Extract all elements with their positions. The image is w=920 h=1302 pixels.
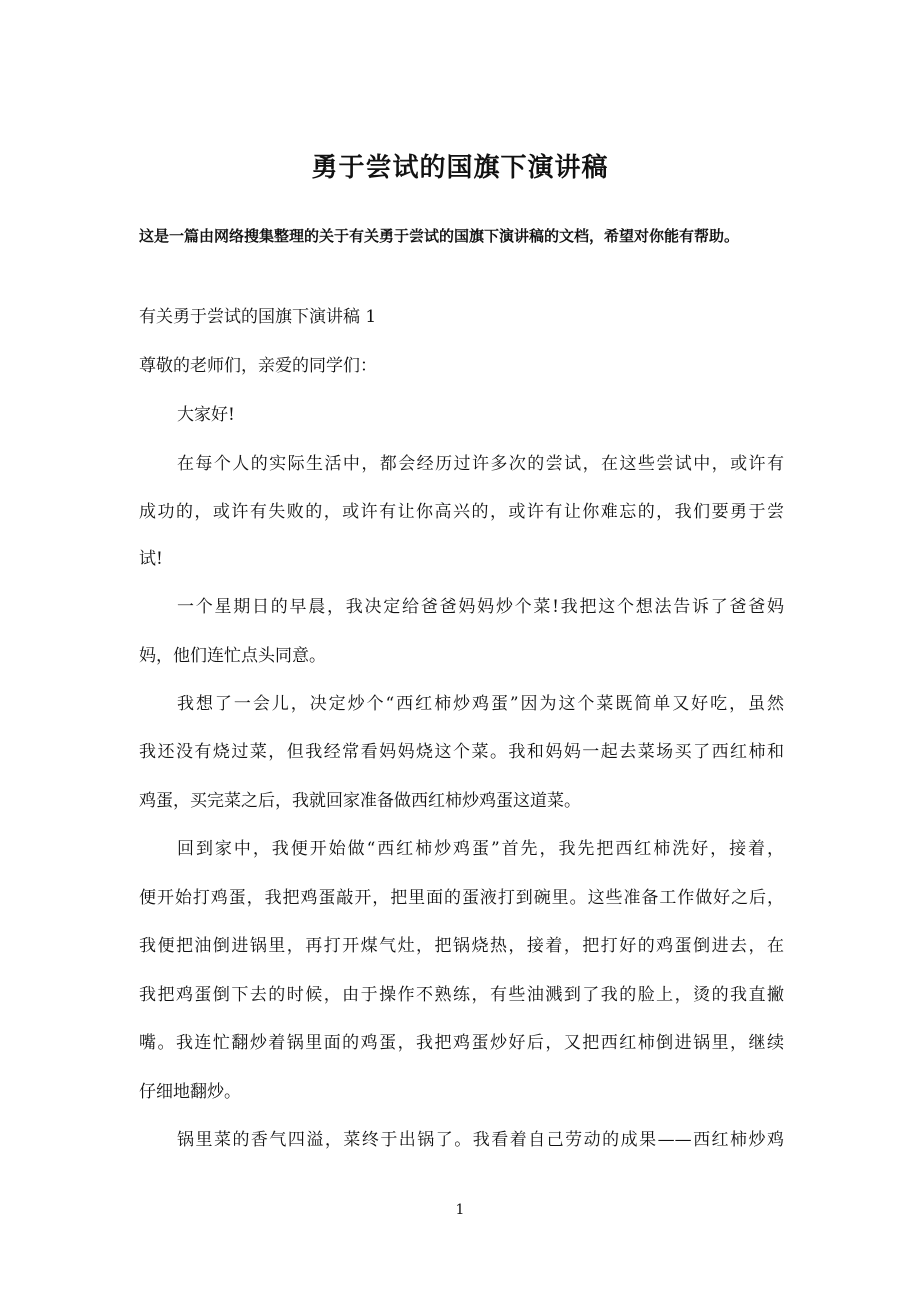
salutation: 尊敬的老师们，亲爱的同学们： [139, 356, 377, 376]
paragraph-line: 便开始打鸡蛋，我把鸡蛋敲开，把里面的蛋液打到碗里。这些准备工作做好之后， [139, 888, 784, 908]
paragraph-line: 试! [139, 549, 163, 569]
paragraph-line: 锅里菜的香气四溢，菜终于出锅了。我看着自己劳动的成果——西红柿炒鸡 [177, 1130, 784, 1150]
paragraph-line: 一个星期日的早晨，我决定给爸爸妈妈炒个菜!我把这个想法告诉了爸爸妈 [177, 597, 784, 617]
paragraph-line: 我把鸡蛋倒下去的时候，由于操作不熟练，有些油溅到了我的脸上，烫的我直撇 [139, 985, 784, 1005]
page-number: 1 [455, 1202, 465, 1218]
section-heading: 有关勇于尝试的国旗下演讲稿 1 [139, 307, 377, 327]
greeting: 大家好! [177, 405, 235, 425]
paragraph-line: 在每个人的实际生活中，都会经历过许多次的尝试，在这些尝试中，或许有 [177, 454, 784, 474]
document-intro: 这是一篇由网络搜集整理的关于有关勇于尝试的国旗下演讲稿的文档，希望对你能有帮助。 [139, 227, 740, 245]
paragraph-line: 妈，他们连忙点头同意。 [139, 646, 326, 666]
paragraph-line: 仔细地翻炒。 [139, 1082, 241, 1102]
paragraph-line: 成功的，或许有失败的，或许有让你高兴的，或许有让你难忘的，我们要勇于尝 [139, 502, 784, 522]
paragraph-line: 回到家中，我便开始做“西红柿炒鸡蛋”首先，我先把西红柿洗好，接着， [177, 839, 784, 859]
paragraph-line: 嘴。我连忙翻炒着锅里面的鸡蛋，我把鸡蛋炒好后，又把西红柿倒进锅里，继续 [139, 1033, 784, 1053]
paragraph-line: 我还没有烧过菜，但我经常看妈妈烧这个菜。我和妈妈一起去菜场买了西红柿和 [139, 742, 784, 762]
document-title: 勇于尝试的国旗下演讲稿 [311, 153, 609, 183]
paragraph-line: 鸡蛋，买完菜之后，我就回家准备做西红柿炒鸡蛋这道菜。 [139, 791, 581, 811]
paragraph-line: 我想了一会儿，决定炒个“西红柿炒鸡蛋”因为这个菜既简单又好吃，虽然 [177, 694, 784, 714]
paragraph-line: 我便把油倒进锅里，再打开煤气灶，把锅烧热，接着，把打好的鸡蛋倒进去，在 [139, 936, 784, 956]
